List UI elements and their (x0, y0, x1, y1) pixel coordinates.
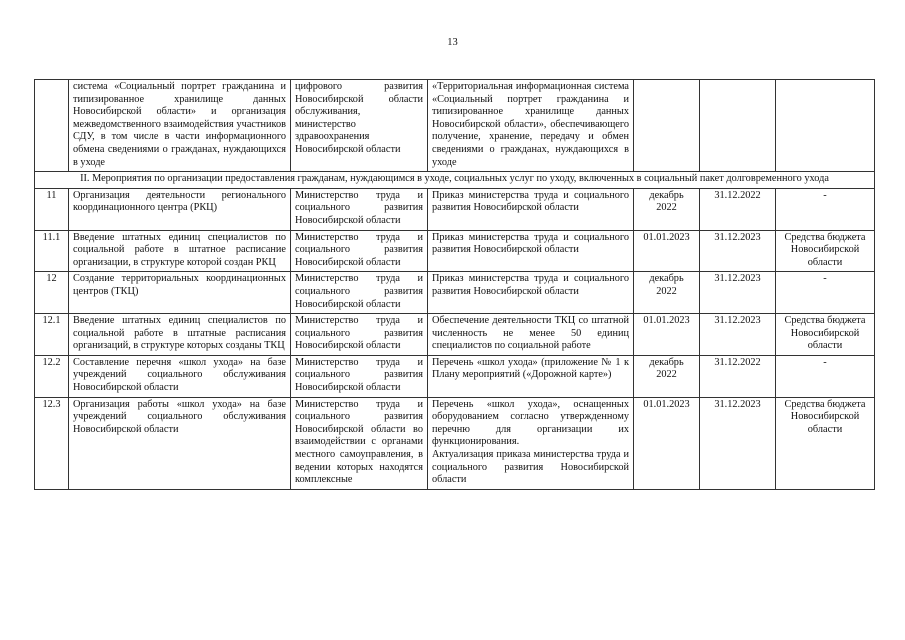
cell-measure: Введение штатных единиц специалистов по социальной работе в штатные расписания организаций, в структуре которых созданы ТКЦ (69, 314, 291, 356)
cell-funding: Средства бюджета Новосибирской области (776, 230, 875, 272)
cell-measure: Создание территориальных координационных центров (ТКЦ) (69, 272, 291, 314)
cell-executor: Министерство труда и социального развития Новосибирской области во взаимодействии с органами местного самоуправления, в ведении которых находятся комплексные (291, 397, 428, 489)
section-heading-row (35, 172, 875, 189)
cell-result: Приказ министерства труда и социального развития Новосибирской области (428, 272, 634, 314)
table-row (35, 314, 875, 356)
cell-end: 31.12.2023 (700, 272, 776, 314)
section-heading: II. Мероприятия по организации предоставления гражданам, нуждающимся в уходе, социальных услуг по уходу, включенных в социальный пакет долговременного ухода (35, 172, 875, 189)
cell-executor: Министерство труда и социального развития Новосибирской области (291, 188, 428, 230)
cell-result: «Территориальная информационная система «Социальный портрет гражданина и типизированное хранилище данных Новосибирской области», обеспечивающего получение, хранение, передачу и обмен сведениями о гражданах, нуждающихся в уходе (428, 80, 634, 172)
cell-end: 31.12.2022 (700, 355, 776, 397)
table-row (35, 397, 875, 489)
roadmap-table (34, 79, 875, 490)
table-row (35, 188, 875, 230)
table-row (35, 230, 875, 272)
cell-num: 12 (35, 272, 69, 314)
cell-result: Приказ министерства труда и социального развития Новосибирской области (428, 188, 634, 230)
result-text: Перечень «школ ухода», оснащенных оборудованием согласно утвержденному перечню для организации их функционирования. (432, 398, 629, 448)
cell-measure: система «Социальный портрет гражданина и типизированное хранилище данных Новосибирской области» и организация межведомственного взаимодействия участников СДУ, в том числе в части информационного обмена сведениями о гражданах, нуждающихся в уходе (69, 80, 291, 172)
cell-measure: Организация работы «школ ухода» на базе учреждений социального обслуживания Новосибирской области (69, 397, 291, 489)
cell-executor: цифрового развития Новосибирской области обслуживания, министерство здравоохранения Новосибирской области (291, 80, 428, 172)
cell-end (700, 80, 776, 172)
cell-funding: - (776, 355, 875, 397)
cell-end: 31.12.2023 (700, 314, 776, 356)
page-number: 13 (447, 37, 458, 48)
cell-funding: - (776, 272, 875, 314)
cell-result: Обеспечение деятельности ТКЦ со штатной численность не менее 50 единиц специалистов по социальной работе (428, 314, 634, 356)
cell-measure: Введение штатных единиц специалистов по социальной работе в штатное расписание организации, в структуре которой создан РКЦ (69, 230, 291, 272)
cell-num: 12.3 (35, 397, 69, 489)
cell-end: 31.12.2022 (700, 188, 776, 230)
cell-funding: Средства бюджета Новосибирской области (776, 397, 875, 489)
cell-end: 31.12.2023 (700, 397, 776, 489)
cell-start: декабрь 2022 (634, 355, 700, 397)
cell-end: 31.12.2023 (700, 230, 776, 272)
cell-funding: - (776, 188, 875, 230)
table-row (35, 355, 875, 397)
cell-num: 12.2 (35, 355, 69, 397)
cell-num: 11.1 (35, 230, 69, 272)
cell-start: 01.01.2023 (634, 230, 700, 272)
cell-num: 11 (35, 188, 69, 230)
cell-result: Приказ министерства труда и социального развития Новосибирской области (428, 230, 634, 272)
cell-executor: Министерство труда и социального развития Новосибирской области (291, 314, 428, 356)
cell-num: 12.1 (35, 314, 69, 356)
cell-start (634, 80, 700, 172)
cell-funding: Средства бюджета Новосибирской области (776, 314, 875, 356)
cell-measure: Организация деятельности регионального координационного центра (РКЦ) (69, 188, 291, 230)
cell-funding (776, 80, 875, 172)
cell-num (35, 80, 69, 172)
cell-executor: Министерство труда и социального развития Новосибирской области (291, 355, 428, 397)
cell-executor: Министерство труда и социального развития Новосибирской области (291, 230, 428, 272)
table-row-continuation (35, 80, 875, 172)
cell-result (428, 397, 634, 489)
cell-start: 01.01.2023 (634, 314, 700, 356)
cell-executor: Министерство труда и социального развития Новосибирской области (291, 272, 428, 314)
cell-start: декабрь 2022 (634, 272, 700, 314)
table-row (35, 272, 875, 314)
result-text-extra: Актуализация приказа министерства труда и социального развития Новосибирской области (432, 449, 629, 486)
cell-result: Перечень «школ ухода» (приложение № 1 к Плану мероприятий («Дорожной карте») (428, 355, 634, 397)
cell-measure: Составление перечня «школ ухода» на базе учреждений социального обслуживания Новосибирской области (69, 355, 291, 397)
cell-start: декабрь 2022 (634, 188, 700, 230)
cell-start: 01.01.2023 (634, 397, 700, 489)
